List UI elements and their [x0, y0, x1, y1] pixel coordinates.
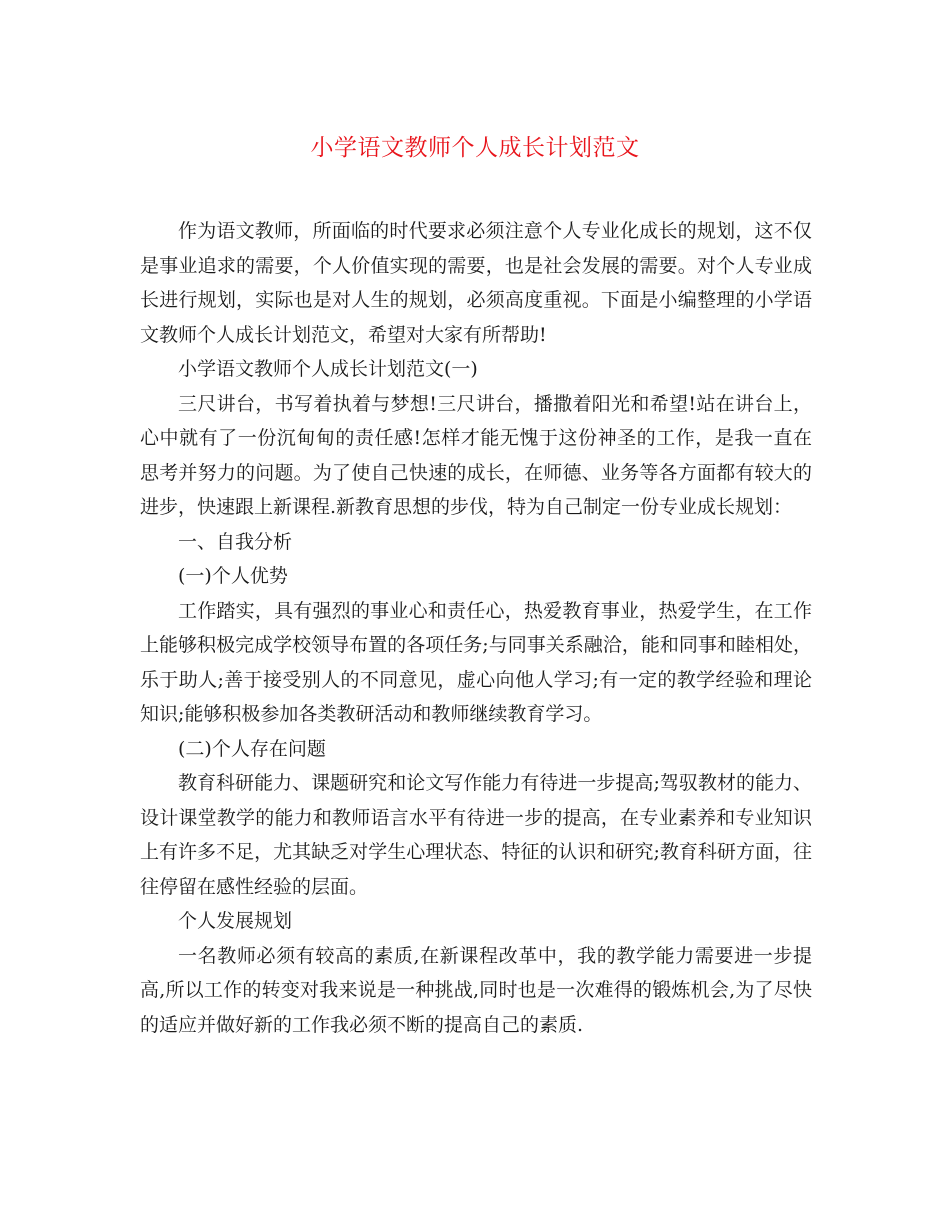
section-heading-example-one: 小学语文教师个人成长计划范文(一) [178, 358, 478, 380]
subheading-personal-strengths: (一)个人优势 [178, 565, 288, 587]
section-heading-development-plan: 个人发展规划 [178, 910, 293, 932]
intro-paragraph: 作为语文教师，所面临的时代要求必须注意个人专业化成长的规划，这不仅是事业追求的需要，个人价值实现的需要，也是社会发展的需要。对个人专业成长进行规划，实际也是对人生的规划，必须高度重视。下面是小编整理的小学语文教师个人成长计划范文，希望对大家有所帮助! [140, 220, 812, 346]
body-paragraph: 三尺讲台，书写着执着与梦想!三尺讲台，播撒着阳光和希望!站在讲台上，心中就有了一份沉甸甸的责任感!怎样才能无愧于这份神圣的工作，是我一直在思考并努力的问题。为了使自己快速的成长，在师德、业务等各方面都有较大的进步，快速跟上新课程.新教育思想的步伐，特为自己制定一份专业成长规划： [140, 392, 812, 518]
document-body [140, 214, 812, 1042]
body-paragraph: 一名教师必须有较高的素质,在新课程改革中，我的教学能力需要进一步提高,所以工作的转变对我来说是一种挑战,同时也是一次难得的锻炼机会,为了尽快的适应并做好新的工作我必须不断的提高自己的素质. [140, 944, 812, 1036]
document-title: 小学语文教师个人成长计划范文 [310, 135, 640, 161]
section-heading-self-analysis: 一、自我分析 [178, 530, 293, 553]
body-paragraph: 教育科研能力、课题研究和论文写作能力有待进一步提高;驾驭教材的能力、设计课堂教学的能力和教师语言水平有待进一步的提高，在专业素养和专业知识上有许多不足，尤其缺乏对学生心理状态、特征的认识和研究;教育科研方面，往往停留在感性经验的层面。 [140, 772, 812, 898]
body-paragraph: 工作踏实，具有强烈的事业心和责任心，热爱教育事业，热爱学生，在工作上能够积极完成学校领导布置的各项任务;与同事关系融洽，能和同事和睦相处，乐于助人;善于接受别人的不同意见，虚心向他人学习;有一定的教学经验和理论知识;能够积极参加各类教研活动和教师继续教育学习。 [140, 599, 812, 725]
subheading-personal-problems: (二)个人存在问题 [178, 737, 326, 760]
